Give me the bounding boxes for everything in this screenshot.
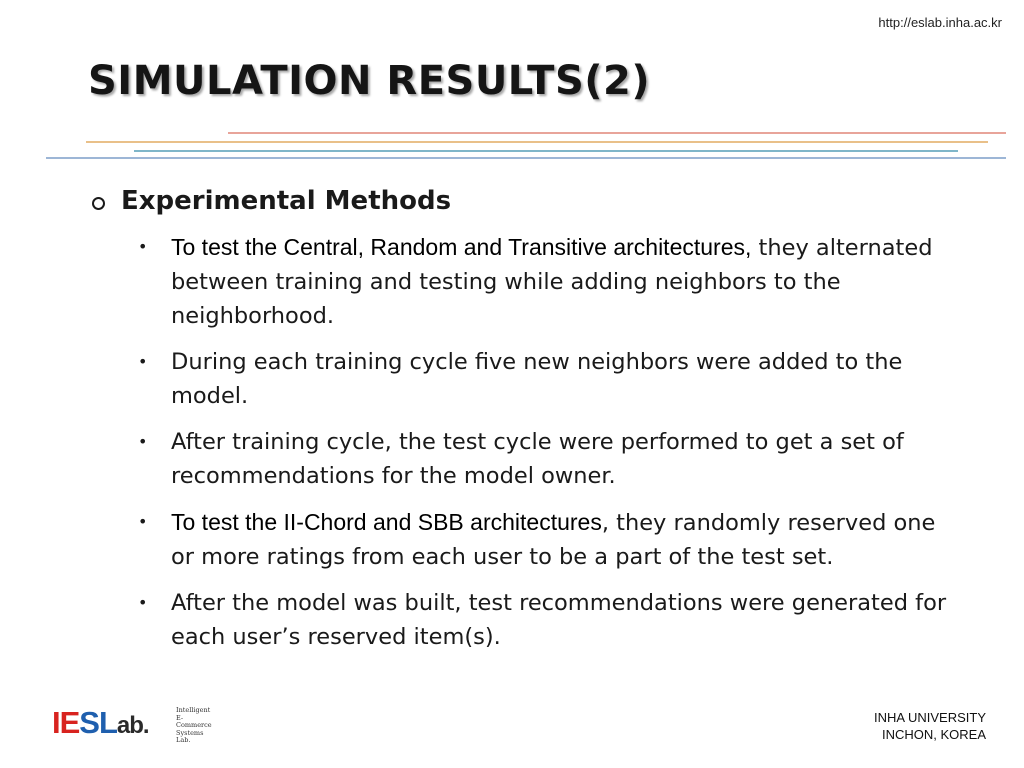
footer-affiliation [874, 709, 986, 743]
logo-part-ab: ab. [116, 712, 149, 739]
bullet-item [138, 425, 952, 493]
bullet-dot-icon: • [138, 352, 148, 371]
bullet-text: they alternated between training and testing while adding neighbors to the neighborhood. [171, 235, 933, 329]
footer-line-location: INCHON, KOREA [881, 727, 986, 742]
logo-part-ie: IE [52, 705, 80, 740]
bullet-text: After training cycle, the test cycle were performed to get a set of recommendations for the model owner. [171, 429, 904, 489]
logo-part-sl: SL [79, 705, 117, 740]
header-url: http://eslab.inha.ac.kr [878, 15, 1002, 30]
logo-subtitle-line: Systems [176, 728, 204, 737]
bullet-list [92, 230, 952, 654]
ieslab-logo [52, 705, 212, 744]
logo-subtitle-line: Lab. [176, 736, 191, 744]
bullet-item [138, 345, 952, 413]
slide-title: SIMULATION RESULTS(2) [88, 58, 651, 104]
bullet-item [138, 230, 952, 333]
bullet-item [138, 586, 952, 654]
bullet-dot-icon: • [138, 237, 148, 256]
footer-line-university: INHA UNIVERSITY [874, 710, 986, 725]
section-heading: Experimental Methods [121, 186, 452, 216]
logo-subtitle-line: Intelligent [176, 706, 211, 714]
bullet-dot-icon: • [138, 512, 148, 531]
bullet-dot-icon: • [138, 593, 148, 612]
bullet-lead: To test the II-Chord and SBB architectures [171, 509, 602, 535]
section-heading-row [92, 186, 952, 216]
bullet-dot-icon: • [138, 432, 148, 451]
logo-subtitle-line: E-Commerce [176, 713, 212, 729]
bullet-text: After the model was built, test recommendations were generated for each user’s reserved item(s). [171, 590, 947, 650]
circle-bullet-icon [92, 197, 105, 210]
slide-content [92, 186, 952, 666]
logo-wordmark [52, 706, 149, 743]
bullet-text: During each training cycle five new neighbors were added to the model. [171, 349, 903, 409]
bullet-item [138, 505, 952, 574]
logo-subtitle [176, 707, 212, 745]
bullet-lead: To test the Central, Random and Transitive architectures, [171, 234, 752, 260]
bullet-text: , they randomly reserved one or more ratings from each user to be a part of the test set. [171, 510, 936, 570]
